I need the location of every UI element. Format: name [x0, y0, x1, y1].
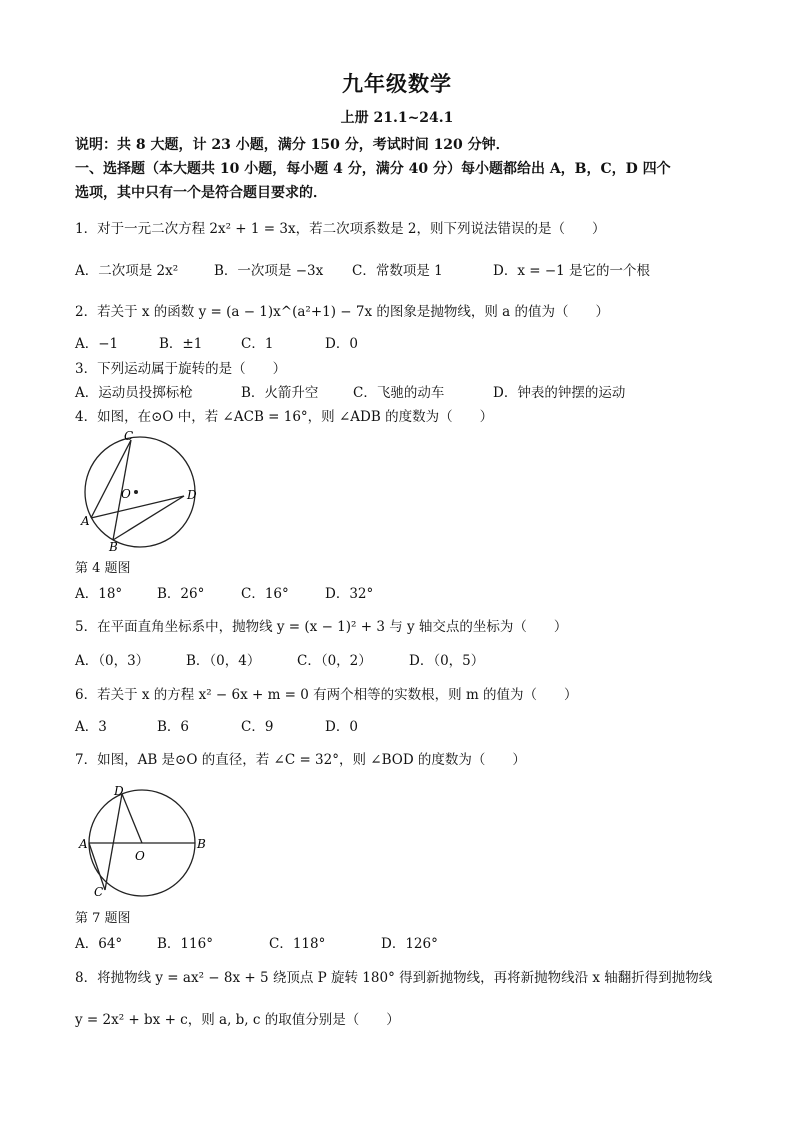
figure4-label-o: O [121, 487, 131, 501]
question-4-option-b: B．26° [157, 586, 205, 602]
question-3-option-c: C．飞驰的动车 [353, 385, 445, 401]
question-5-option-d: D．（0，5） [409, 653, 485, 669]
question-5-option-b: B．（0，4） [186, 653, 261, 669]
question-1-stem: 1．对于一元二次方程 2x² + 1 = 3x，若二次项系数是 2，则下列说法错误的是（ ） [75, 221, 606, 237]
question-4-option-d: D．32° [325, 586, 374, 602]
figure4-label-b: B [109, 540, 118, 554]
question-6-option-a: A．3 [75, 719, 107, 735]
question-2-stem: 2．若关于 x 的函数 y = (a − 1)x^(a²+1) − 7x 的图象是抛物线，则 a 的值为（ ） [75, 304, 610, 320]
figure4-label-c: C [124, 429, 134, 443]
question-6-stem: 6．若关于 x 的方程 x² − 6x + m = 0 有两个相等的实数根，则 m 的值为（ ） [75, 687, 578, 703]
question-4-option-c: C．16° [241, 586, 289, 602]
figure-4-caption: 第 4 题图 [75, 561, 131, 576]
segment-ad [91, 496, 184, 518]
question-6-option-b: B．6 [157, 719, 190, 735]
figure7-label-b: B [197, 837, 206, 851]
figure7-label-a: A [79, 837, 88, 851]
question-2-option-a: A．−1 [75, 336, 119, 352]
figure7-label-c: C [94, 885, 104, 899]
figure7-label-d: D [114, 784, 124, 798]
question-2-option-b: B．±1 [159, 336, 203, 352]
center-point-o [134, 490, 138, 494]
question-7-option-b: B．116° [157, 936, 213, 952]
section-heading-line1: 一、选择题（本大题共 10 小题，每小题 4 分，满分 40 分）每小题都给出 A，B，C，D 四个 [75, 161, 671, 177]
section-heading-line2: 选项，其中只有一个是符合题目要求的． [75, 185, 327, 201]
question-5-option-c: C．（0，2） [297, 653, 372, 669]
segment-ac [89, 843, 105, 890]
segment-bd [113, 496, 184, 540]
segment-dc [105, 794, 122, 890]
question-5-stem: 5．在平面直角坐标系中，抛物线 y = (x − 1)² + 3 与 y 轴交点的坐标为（ ） [75, 619, 568, 635]
question-7-option-d: D．126° [381, 936, 438, 952]
segment-do [122, 794, 142, 843]
question-4-stem: 4．如图，在⊙O 中，若 ∠ACB = 16°，则 ∠ADB 的度数为（ ） [75, 409, 494, 425]
question-1-option-c: C．常数项是 1 [352, 263, 443, 279]
question-7-figure [76, 784, 210, 900]
question-2-option-c: C．1 [241, 336, 274, 352]
question-3-option-a: A．运动员投掷标枪 [75, 385, 193, 401]
circle-o [85, 437, 195, 547]
question-3-stem: 3．下列运动属于旋转的是（ ） [75, 361, 287, 377]
question-2-option-d: D．0 [325, 336, 358, 352]
page-title: 九年级数学 [342, 71, 452, 96]
page-subtitle: 上册 21.1~24.1 [340, 110, 454, 126]
question-6-option-d: D．0 [325, 719, 358, 735]
figure4-label-a: A [81, 514, 90, 528]
question-7-option-c: C．118° [269, 936, 326, 952]
figure4-label-d: D [187, 488, 197, 502]
figure-7-caption: 第 7 题图 [75, 911, 131, 926]
question-4-option-a: A．18° [75, 586, 123, 602]
question-7-stem: 7．如图，AB 是⊙O 的直径，若 ∠C = 32°，则 ∠BOD 的度数为（ ） [75, 752, 526, 768]
question-1-option-a: A．二次项是 2x² [75, 263, 179, 279]
question-8-stem-line2: y = 2x² + bx + c，则 a, b, c 的取值分别是（ ） [75, 1012, 400, 1028]
exam-note: 说明：共 8 大题，计 23 小题，满分 150 分，考试时间 120 分钟． [75, 137, 510, 153]
question-8-stem-line1: 8．将抛物线 y = ax² − 8x + 5 绕顶点 P 旋转 180° 得到新抛物线，再将新抛物线沿 x 轴翻折得到抛物线 [75, 970, 713, 986]
question-3-option-b: B．火箭升空 [241, 385, 319, 401]
question-6-option-c: C．9 [241, 719, 274, 735]
question-3-option-d: D．钟表的钟摆的运动 [493, 385, 626, 401]
segment-ac [91, 440, 131, 518]
question-5-option-a: A．（0，3） [75, 653, 150, 669]
question-4-figure [78, 428, 208, 554]
question-1-option-b: B．一次项是 −3x [214, 263, 324, 279]
figure7-label-o: O [135, 849, 145, 863]
question-1-option-d: D．x = −1 是它的一个根 [493, 263, 651, 279]
question-7-option-a: A．64° [75, 936, 123, 952]
